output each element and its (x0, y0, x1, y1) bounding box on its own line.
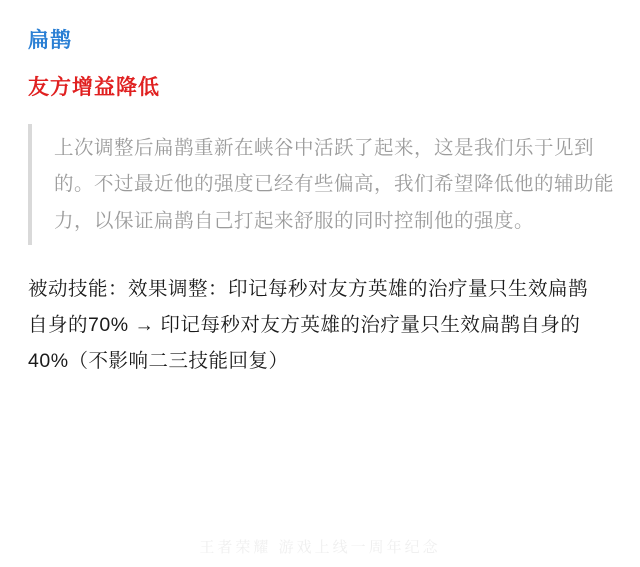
section-heading: 友方增益降低 (28, 76, 160, 100)
watermark-text: 王者荣耀 游戏上线一周年纪念 (199, 539, 441, 556)
change-details-paragraph: 被动技能：效果调整：印记每秒对友方英雄的治疗量只生效扁鹊自身的70% → 印记每秒对友方英雄的治疗量只生效扁鹊自身的40%（不影响二三技能回复） (28, 277, 589, 372)
page-title: 扁鹊 (28, 29, 72, 52)
designer-note-quote: 上次调整后扁鹊重新在峡谷中活跃了起来，这是我们乐于见到的。不过最近他的强度已经有些偏高，我们希望降低他的辅助能力，以保证扁鹊自己打起来舒服的同时控制他的强度。 (28, 124, 614, 244)
